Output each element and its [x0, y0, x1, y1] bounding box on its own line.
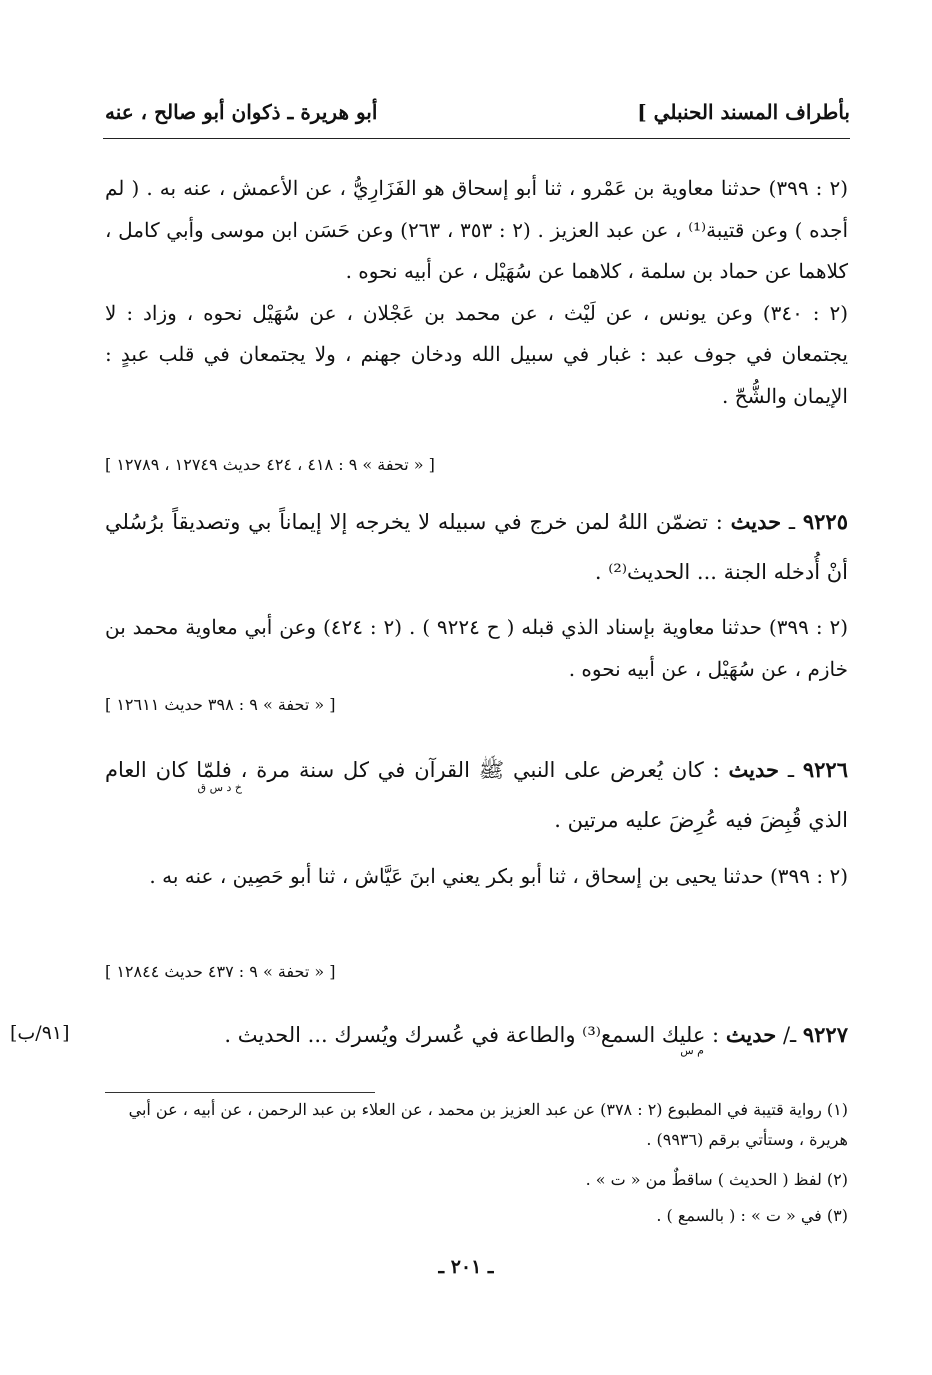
tuhfa-reference-1: [ « تحفة » ٩ : ٤١٨ ، ٤٢٤ حديث ١٢٧٤٩ ، ١٢٧٨٩ ] [105, 455, 435, 474]
hadith-dash: ـ [781, 510, 803, 534]
hadith-number: ٩٢٢٧ [802, 1022, 848, 1047]
footnote-divider [105, 1092, 375, 1093]
page-number: ـ ٢٠١ ـ [438, 1256, 494, 1278]
running-header [105, 100, 850, 134]
footnote-1: (١) رواية قتيبة في المطبوع (٢ : ٣٧٨) عن عبد العزيز بن محمد ، عن العلاء بن عبد الرحمن ، عن أبيه ، عن أبي هريرة ، وستأتي برقم (٩٩٣٦) . [128, 1100, 848, 1149]
header-book-title: بأطراف المسند الحنبلي ] [637, 100, 850, 124]
manuscript-folio-marker: [٩١/ب] [10, 1022, 70, 1044]
isnad-block-1 [105, 168, 848, 417]
hadith-9226-sigla: خ د س ق [197, 781, 242, 794]
hadith-9227 [105, 1010, 848, 1060]
tuhfa-reference-9225: [ « تحفة » ٩ : ٣٩٨ حديث ١٢٦١١ ] [105, 695, 336, 714]
hadith-text: : عليك السمع⁽³⁾ والطاعة في عُسرك ويُسرك ... الحديث . [224, 1023, 726, 1047]
hadith-number: ٩٢٢٥ [802, 509, 848, 534]
header-divider [103, 138, 850, 139]
hadith-text: : كان يُعرض على النبي ﷺ القرآن في كل سنة مرة ، فلمّا كان العام الذي قُبِضَ فيه عُرِضَ عليه مرتين . [105, 758, 848, 832]
hadith-9227-sigla: م س [680, 1044, 704, 1057]
tuhfa-reference-9226: [ « تحفة » ٩ : ٤٣٧ حديث ١٢٨٤٤ ] [105, 962, 336, 981]
isnad-9226: (٢ : ٣٩٩) حدثنا يحيى بن إسحاق ، ثنا أبو بكر يعني ابنَ عَيَّاش ، ثنا أبو حَصِين ، عنه به . [149, 864, 848, 888]
hadith-9225 [105, 497, 848, 597]
hadith-text: : تضمّن اللهُ لمن خرج في سبيله لا يخرجه إلا إيماناً بي وتصديقاً برُسُلي أنْ أُدخله الجنة ... الحديث⁽²⁾ . [105, 510, 848, 584]
isnad-9225: (٢ : ٣٩٩) حدثنا معاوية بإسناد الذي قبله ( ح ٩٢٢٤ ) . (٢ : ٤٢٤) وعن أبي معاوية محمد بن خازم ، عن سُهَيْل ، عن أبيه نحوه . [105, 615, 849, 681]
isnad-paragraph-1: (٢ : ٣٩٩) حدثنا معاوية بن عَمْرو ، ثنا أبو إسحاق هو الفَزَارِيُّ ، عن الأعمش ، عنه به . ( لم أجده ) وعن قتيبة⁽¹⁾ ، عن عبد العزيز . (٢ : ٣٥٣ ، ٢٦٣) وعن حَسَن ابن موسى وأبي كامل ، كلاهما عن حماد بن سلمة ، كلاهما عن سُهَيْل ، عن أبيه نحوه . [105, 176, 848, 283]
footnote-2: (٢) لفظ ( الحديث ) ساقطٌ من « ت » . [585, 1170, 848, 1189]
hadith-9226 [105, 745, 848, 845]
hadith-number: ٩٢٢٦ [802, 757, 848, 782]
hadith-keyword: حديث [728, 757, 779, 782]
header-section-bold: أبو هريرة [300, 100, 378, 124]
isnad-paragraph-2: (٢ : ٣٤٠) وعن يونس ، عن لَيْث ، عن محمد بن عَجْلان ، عن سُهَيْل نحوه ، وزاد : لا يجتمعان في جوف عبد : غبار في سبيل الله ودخان جهنم ، ولا يجتمعان في قلب عبدٍ : الإيمان والشُّحّ . [105, 300, 849, 408]
header-section-rest: ـ ذكوان أبو صالح ، عنه [105, 100, 294, 124]
hadith-dash: ـ [779, 758, 803, 782]
hadith-keyword: حديث [730, 509, 782, 534]
footnote-3: (٣) في « ت » : ( بالسمع ) . [656, 1206, 848, 1225]
header-section-title [105, 100, 377, 124]
hadith-dash: ـ/ [776, 1023, 803, 1047]
hadith-keyword: حديث [725, 1022, 777, 1047]
